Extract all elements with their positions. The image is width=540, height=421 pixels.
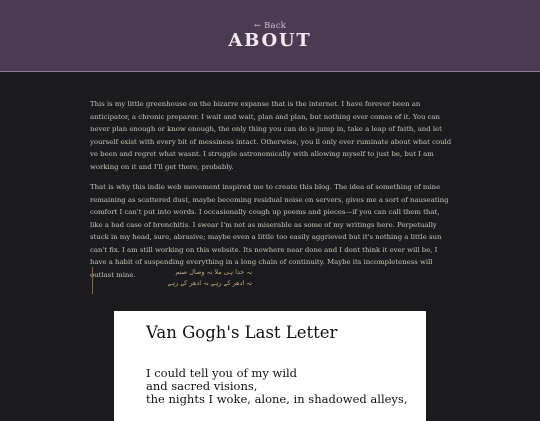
about-paragraph-2: That is why this indie web movement inspired me to create this blog. The idea of something of mine remaining as scattered dust, maybe becoming residual noise on servers, gives me a sort of nauseating comfort I can't put into words. I occasionally cough up poems and pieces—if you can call them that, like a bad case of bronchitis. I swear I'm not as miserable as some of my writings here. Perpetually stuck in my head, sure, abrasive; maybe even a little too easily aggrieved but it's nothing a little sun can't fix. I am still working on this website. Its nowhere near done and I dont think it ever will be, I have a habit of suspending everything in a long chain of continuity. Maybe its incompleteness will outlast mine. (90, 183, 449, 279)
quote-line-2: نہ ادھر کے رہے نہ ادھر کے رہے (167, 279, 252, 287)
urdu-quote (92, 267, 252, 294)
about-text (90, 98, 452, 289)
page-title: ABOUT (228, 30, 312, 51)
back-link[interactable]: ← Back (253, 21, 287, 31)
poem-line-2: and sacred visions, (146, 379, 258, 393)
poem-line-1: I could tell you of my wild (146, 366, 298, 380)
poem-line-3: the nights I woke, alone, in shadowed alleys, (146, 392, 408, 406)
quote-line-1: نہ خدا ہی ملا نہ وصال صنم (175, 268, 252, 276)
poem-title: Van Gogh's Last Letter (146, 323, 338, 342)
poem-body (146, 367, 416, 406)
about-paragraph-1: This is my little greenhouse on the bizarre expanse that is the internet. I have forever been an anticipator, a chronic preparer. I wait and wait, plan and plan, but nothing ever comes of it. You can never plan enough or know enough, the only thing you can do is jump in, take a leap of faith, and let yourself exist with every bit of messiness intact. Otherwise, you ll only ever ruminate about what could ve been and regret what wasnt. I struggle astronomically with allowing myself to just be, but I am working on it and I'll get there, probably. (90, 100, 452, 171)
page-header (0, 0, 540, 72)
